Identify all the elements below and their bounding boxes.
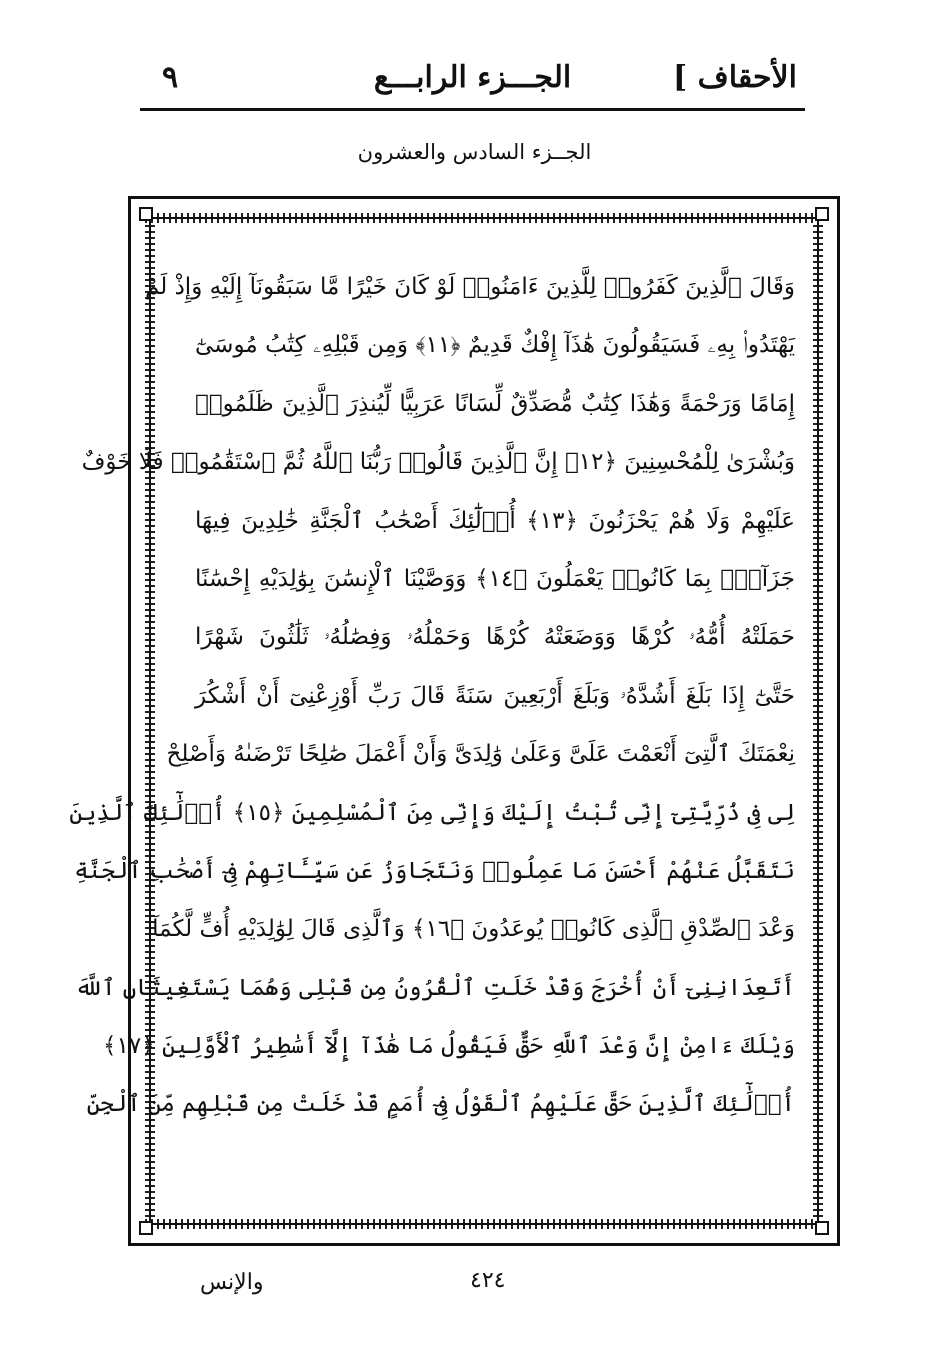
verse-line: يَهْتَدُوا۟ بِهِۦ فَسَيَقُولُونَ هَٰذَآ إِفْكٌ قَدِيمٌ ﴿١١﴾ وَمِن قَبْلِهِۦ كِتَٰبُ مُوسَىٰٓ xyxy=(195,332,795,359)
verse-line: أُو۟لَٰٓئِكَ ٱلَّذِينَ حَقَّ عَلَيْهِمُ ٱلْقَوْلُ فِىٓ أُمَمٍ قَدْ خَلَتْ مِن قَبْلِهِم مِّنَ ٱلْجِنِّ xyxy=(86,1091,795,1118)
verse-line: جَزَآءًۢ بِمَا كَانُوا۟ يَعْمَلُونَ ﴿١٤﴾ وَوَصَّيْنَا ٱلْإِنسَٰنَ بِوَٰلِدَيْهِ إِحْسَٰنًا xyxy=(195,565,795,592)
verse-line: وَعْدَ ٱلصِّدْقِ ٱلَّذِى كَانُوا۟ يُوعَدُونَ ﴿١٦﴾ وَٱلَّذِى قَالَ لِوَٰلِدَيْهِ أُفٍّ لَّكُمَآ xyxy=(152,916,795,943)
verse-text-block xyxy=(69,258,796,1134)
verse-line: وَقَالَ ٱلَّذِينَ كَفَرُوا۟ لِلَّذِينَ ءَامَنُوا۟ لَوْ كَانَ خَيْرًا مَّا سَبَقُونَآ إِلَيْهِ وَإِذْ لَمْ xyxy=(144,274,795,300)
verse-line: أَتَعِدَانِنِىٓ أَنْ أُخْرَجَ وَقَدْ خَلَتِ ٱلْقُرُونُ مِن قَبْلِى وَهُمَا يَسْتَغِيثَانِ ٱللَّهَ xyxy=(75,974,795,1001)
page-header xyxy=(140,58,805,104)
verse-line: نِعْمَتَكَ ٱلَّتِىٓ أَنْعَمْتَ عَلَىَّ وَعَلَىٰ وَٰلِدَىَّ وَأَنْ أَعْمَلَ صَٰلِحًا تَرْضَىٰهُ وَأَصْلِحْ xyxy=(166,741,795,768)
verse-line: حَمَلَتْهُ أُمُّهُۥ كُرْهًا وَوَضَعَتْهُ كُرْهًا وَحَمْلُهُۥ وَفِصَٰلُهُۥ ثَلَٰثُونَ شَهْرًا xyxy=(195,624,795,651)
header-page-number: ٩ xyxy=(162,60,179,95)
catchword: والإنس xyxy=(200,1270,264,1295)
verse-line: إِمَامًا وَرَحْمَةً وَهَٰذَا كِتَٰبٌ مُّصَدِّقٌ لِّسَانًا عَرَبِيًّا لِّيُنذِرَ ٱلَّذِينَ ظَلَمُوا۟ xyxy=(195,390,796,417)
verse-line: وَبُشْرَىٰ لِلْمُحْسِنِينَ ﴿١٢﴾ إِنَّ ٱلَّذِينَ قَالُوا۟ رَبُّنَا ٱللَّهُ ثُمَّ ٱسْتَقَٰمُوا۟ فَلَا خَوْفٌ xyxy=(81,449,795,476)
verse-line: حَتَّىٰٓ إِذَا بَلَغَ أَشُدَّهُۥ وَبَلَغَ أَرْبَعِينَ سَنَةً قَالَ رَبِّ أَوْزِعْنِىٓ أَنْ أَشْكُرَ xyxy=(195,682,795,709)
header-rule xyxy=(140,108,805,111)
frame-corner xyxy=(139,1221,153,1235)
frame-corner xyxy=(139,207,153,221)
verse-line: وَيْلَكَ ءَامِنْ إِنَّ وَعْدَ ٱللَّهِ حَقٌّ فَيَقُولُ مَا هَٰذَآ إِلَّآ أَسَٰطِيرُ ٱلْأَوَّلِينَ ﴿١٧﴾ xyxy=(103,1033,795,1060)
verse-line: نَتَقَبَّلُ عَنْهُمْ أَحْسَنَ مَا عَمِلُوا۟ وَنَتَجَاوَزُ عَن سَيِّـَٔاتِهِمْ فِىٓ أَصْحَٰبِ ٱلْجَنَّةِ xyxy=(74,857,795,884)
footer-page-number: ٤٢٤ xyxy=(470,1268,506,1293)
verse-line: عَلَيْهِمْ وَلَا هُمْ يَحْزَنُونَ ﴿١٣﴾ أُو۟لَٰٓئِكَ أَصْحَٰبُ ٱلْجَنَّةِ خَٰلِدِينَ فِيهَا xyxy=(195,507,796,534)
frame-corner xyxy=(815,1221,829,1235)
verse-line: لِى فِى ذُرِّيَّتِىٓ إِنِّى تُبْتُ إِلَيْكَ وَإِنِّى مِنَ ٱلْمُسْلِمِينَ ﴿١٥﴾ أُو۟لَٰٓئِكَ ٱلَّذِينَ xyxy=(69,799,795,826)
surah-name: الأحقاف ] xyxy=(672,60,797,95)
juz-title: الجـــزء الرابـــع xyxy=(373,60,572,95)
frame-corner xyxy=(815,207,829,221)
juz-subtitle: الجــزء السادس والعشرون xyxy=(357,140,592,164)
